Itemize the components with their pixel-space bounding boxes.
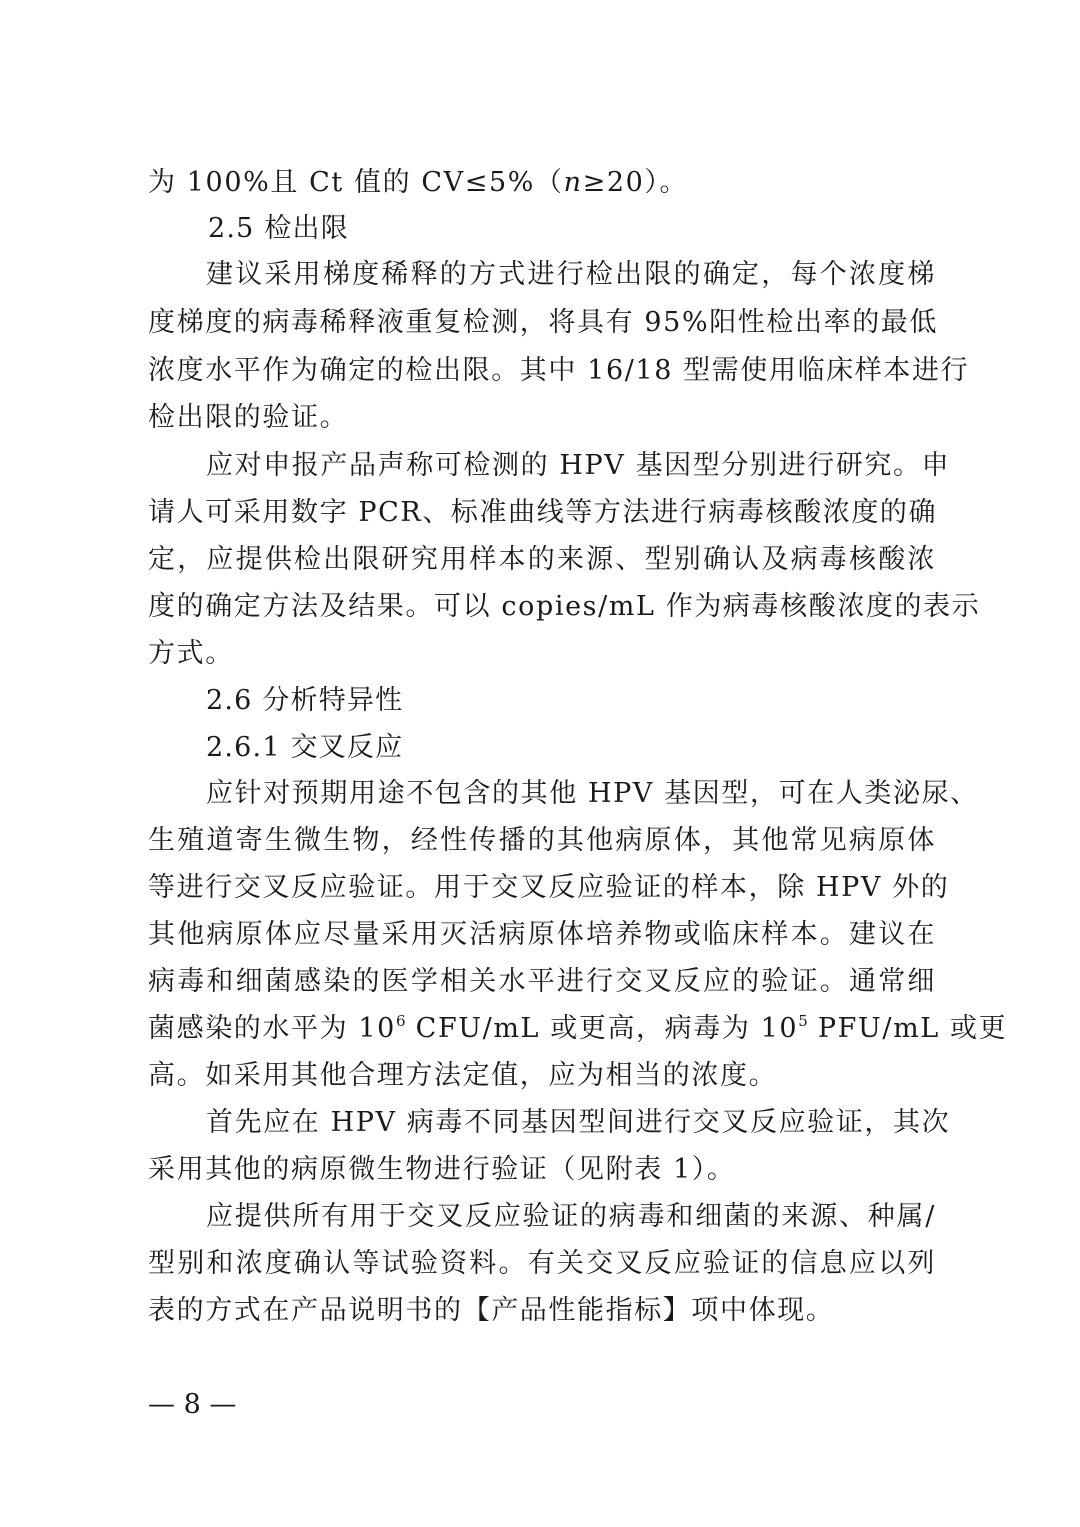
text-span: CFU/mL 或更高，病毒为 10 — [405, 1013, 799, 1044]
paragraph-line — [148, 1012, 1008, 1046]
section-heading-2-6-1: 2.6.1 交叉反应 — [206, 732, 404, 763]
page-number: — 8 — — [148, 1389, 237, 1420]
paragraph-line: 度的确定方法及结果。可以 copies/mL 作为病毒核酸浓度的表示 — [148, 591, 981, 622]
paragraph-line: 型别和浓度确认等试验资料。有关交叉反应验证的信息应以列 — [148, 1248, 936, 1279]
paragraph-line: 方式。 — [148, 638, 234, 669]
text-span: PFU/mL 或更 — [807, 1013, 1008, 1044]
paragraph-line: 病毒和细菌感染的医学相关水平进行交叉反应的验证。通常细 — [148, 966, 936, 997]
section-heading-2-6: 2.6 分析特异性 — [206, 685, 404, 716]
paragraph-line: 应提供所有用于交叉反应验证的病毒和细菌的来源、种属/ — [206, 1201, 936, 1232]
italic-variable: n — [563, 167, 583, 198]
paragraph-line: 采用其他的病原微生物进行验证（见附表 1）。 — [148, 1154, 736, 1185]
paragraph-line: 度梯度的病毒稀释液重复检测，将具有 95%阳性检出率的最低 — [148, 307, 938, 338]
superscript-exponent: 5 — [798, 1012, 808, 1030]
paragraph-line: 建议采用梯度稀释的方式进行检出限的确定，每个浓度梯 — [206, 259, 936, 290]
paragraph-line: 高。如采用其他合理方法定值，应为相当的浓度。 — [148, 1060, 778, 1091]
paragraph-line: 其他病原体应尽量采用灭活病原体培养物或临床样本。建议在 — [148, 919, 936, 950]
text-span: 为 100%且 Ct 值的 CV≤5%（ — [148, 167, 564, 198]
text-span: ≥20）。 — [582, 167, 689, 198]
paragraph-line: 定，应提供检出限研究用样本的来源、型别确认及病毒核酸浓 — [148, 544, 936, 575]
text-span: 菌感染的水平为 10 — [148, 1013, 396, 1044]
paragraph-line: 首先应在 HPV 病毒不同基因型间进行交叉反应验证，其次 — [206, 1107, 951, 1138]
paragraph-line: 检出限的验证。 — [148, 402, 349, 433]
paragraph-line: 生殖道寄生微生物，经性传播的其他病原体，其他常见病原体 — [148, 825, 936, 856]
paragraph-line: 应针对预期用途不包含的其他 HPV 基因型，可在人类泌尿、 — [206, 778, 979, 809]
paragraph-line: 表的方式在产品说明书的【产品性能指标】项中体现。 — [148, 1295, 835, 1326]
superscript-exponent: 6 — [395, 1012, 406, 1030]
paragraph-line: 等进行交叉反应验证。用于交叉反应验证的样本，除 HPV 外的 — [148, 872, 950, 903]
paragraph-line — [148, 166, 936, 200]
section-heading-2-5: 2.5 检出限 — [208, 213, 349, 244]
paragraph-line: 请人可采用数字 PCR、标准曲线等方法进行病毒核酸浓度的确 — [148, 497, 938, 528]
paragraph-line: 浓度水平作为确定的检出限。其中 16/18 型需使用临床样本进行 — [148, 355, 970, 386]
paragraph-line: 应对申报产品声称可检测的 HPV 基因型分别进行研究。申 — [206, 450, 951, 481]
